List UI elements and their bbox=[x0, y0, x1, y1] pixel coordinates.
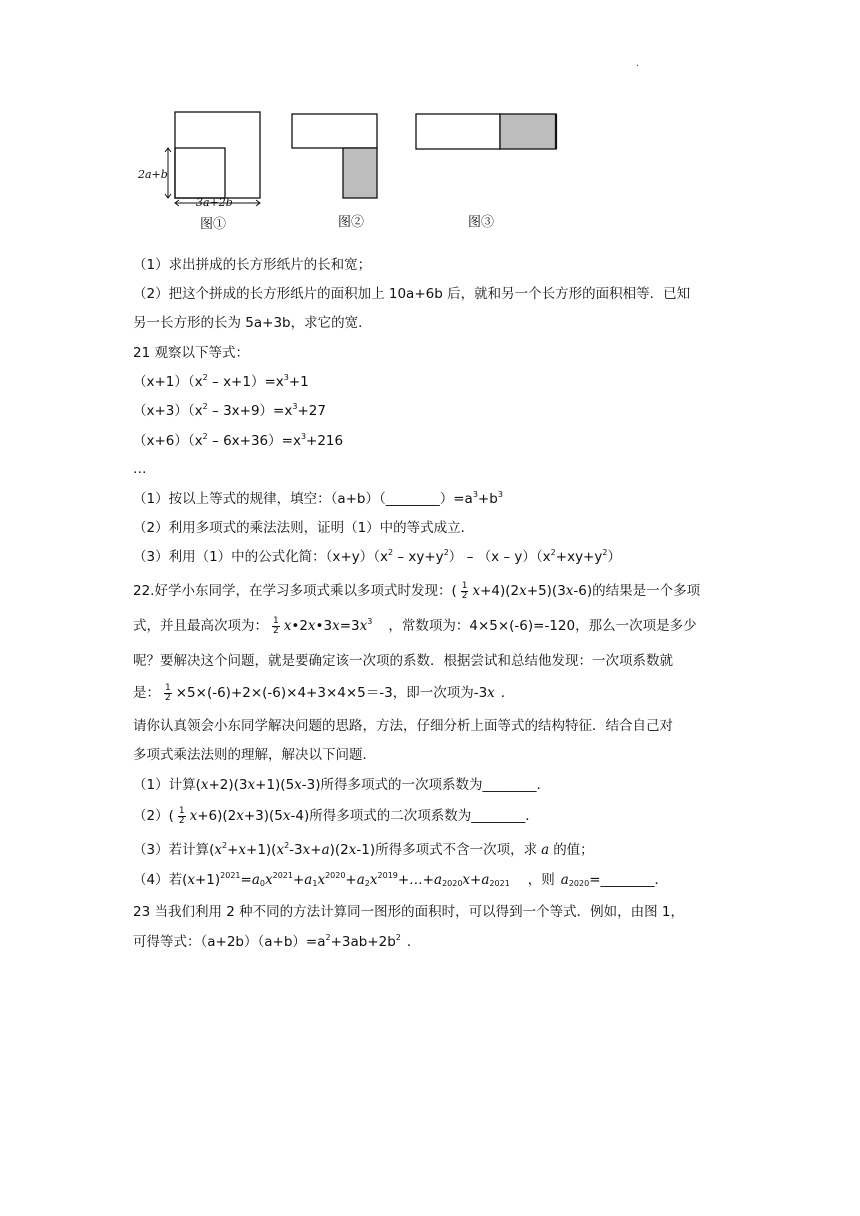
fig1-height-label: 2a+b bbox=[138, 168, 168, 181]
q22-line1: 22.好学小东同学，在学习多项式乘以多项式时发现：( $\frac{1}{2}$ x+4)(2x+5)(3x-6)的结果是一个多项 bbox=[133, 580, 701, 601]
q20-part2-line2: 另一长方形的长为 5a+3b，求它的宽． bbox=[133, 315, 372, 331]
fig3-caption: 图③ bbox=[468, 215, 495, 230]
q22-part4: （4）若$(x+1)^{2021}=a_0x^{2021}+a_1x^{2020}+a_2x^{2019}+\dots+a_{2020}x+a_{2021}$ ，则 $a_{2020}=\_\_\_\_\_\_\_\_$． bbox=[133, 871, 669, 888]
figure-2 bbox=[292, 114, 377, 230]
q21-eq1: $(x+1)(x^2 - x+1)=x^3+1$ bbox=[133, 373, 309, 390]
q23-line2: 可得等式：$(a+2b)(a+b)=a^2+3ab+2b^2$ ． bbox=[133, 933, 421, 950]
figures bbox=[130, 102, 570, 234]
q22-line6: 多项式乘法法则的理解，解决以下问题． bbox=[133, 747, 376, 763]
q21-part3: （3）利用（1）中的公式化简：$(x+y)(x^2 - xy+y^2) - (x - y)(x^2+xy+y^2)$ bbox=[133, 548, 621, 565]
q22-line3: 呢？要解决这个问题，就是要确定该一次项的系数．根据尝试和总结他发现：一次项系数就 bbox=[133, 653, 673, 669]
q21-eq3: $(x+6)(x^2 - 6x+36)=x^3+216$ bbox=[133, 432, 344, 449]
q21-ellipsis: … bbox=[133, 461, 147, 477]
q22-part1: （1）计算(x+2)(3x+1)(5x-3)所得多项式的一次项系数为________． bbox=[133, 777, 551, 793]
figure-3 bbox=[416, 114, 556, 230]
q21-eq2: $(x+3)(x^2 - 3x+9)=x^3+27$ bbox=[133, 402, 326, 419]
q22-line5: 请你认真领会小东同学解决问题的思路，方法，仔细分析上面等式的结构特征．结合自己对 bbox=[133, 718, 673, 734]
page-mark: . bbox=[636, 58, 640, 69]
figure-1 bbox=[137, 112, 260, 232]
fig1-width-label: 3a+2b bbox=[196, 196, 233, 209]
fraction-half: $\frac{1}{2}$ bbox=[165, 682, 171, 703]
fraction-half: $\frac{1}{2}$ bbox=[461, 580, 468, 601]
q23-line1: 23 当我们利用 2 种不同的方法计算同一图形的面积时，可以得到一个等式．例如，由图 1， bbox=[133, 904, 685, 920]
q22-line4: 是： $\frac{1}{2}$ ×5×(-6)+2×(-6)×4+3×4×5＝-3，即一次项为-3x ． bbox=[133, 682, 515, 703]
q21-title: 21 观察以下等式： bbox=[133, 345, 249, 361]
fig1-caption: 图① bbox=[200, 217, 227, 232]
q21-part2: （2）利用多项式的乘法法则，证明（1）中的等式成立． bbox=[133, 520, 475, 536]
q20-part1: （1）求出拼成的长方形纸片的长和宽； bbox=[133, 257, 372, 273]
q20-part2-line1: （2）把这个拼成的长方形纸片的面积加上 10a+6b 后，就和另一个长方形的面积相等．已知 bbox=[133, 286, 691, 302]
q22-part2: （2）( $\frac{1}{2}$ x+6)(2x+3)(5x-4)所得多项式的二次项系数为________． bbox=[133, 805, 539, 826]
q21-part1: （1）按以上等式的规律，填空：$(a+b)(\_\_\_\_\_\_\_\_)=a^3+b^3$ bbox=[133, 490, 503, 507]
fig2-caption: 图② bbox=[338, 215, 365, 230]
q22-part3: （3）若计算$(x^2+x+1)(x^2-3x+a)(2x-1)$所得多项式不含一次项，求 a 的值； bbox=[133, 841, 594, 858]
fraction-half: $\frac{1}{2}$ bbox=[273, 615, 279, 636]
q22-line2: 式，并且最高次项为： $\frac{1}{2}$ $x•2x•3x=3x^3$ ，常数项为：4×5×(-6)=-120，那么一次项是多少 bbox=[133, 615, 697, 636]
fraction-half: $\frac{1}{2}$ bbox=[178, 805, 185, 826]
